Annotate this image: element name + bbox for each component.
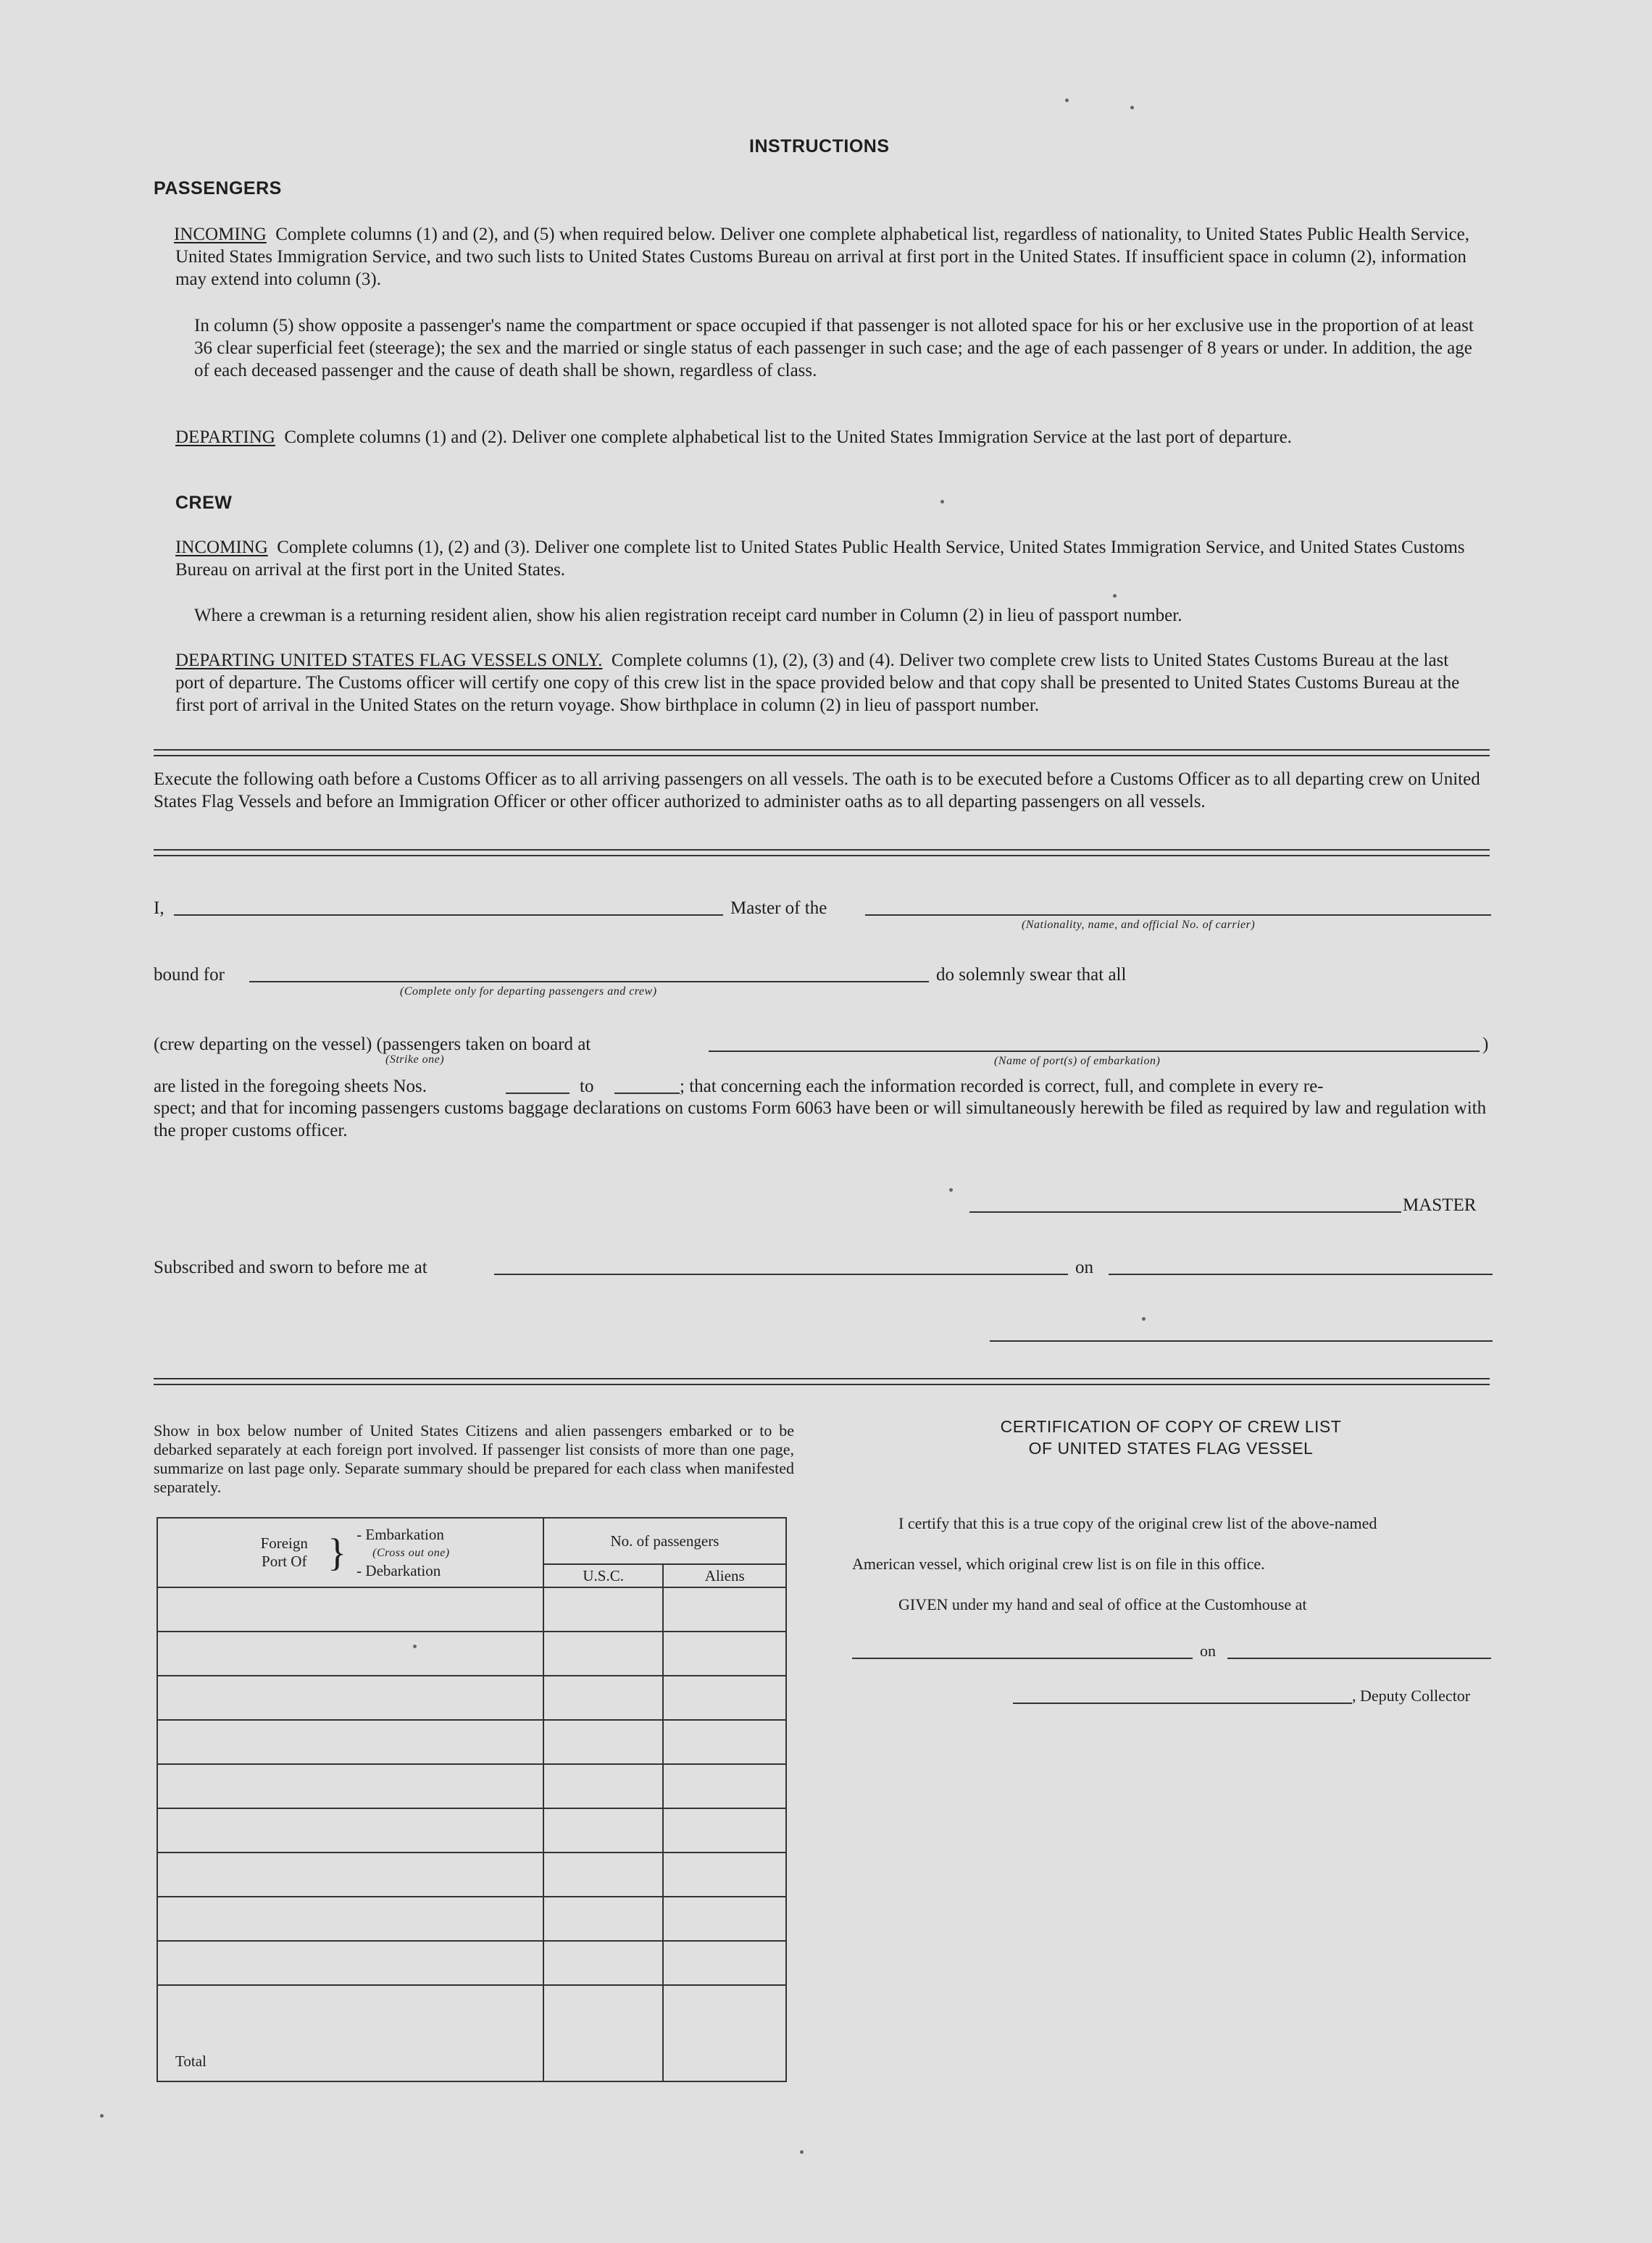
certify-line2: American vessel, which original crew list is on file in this office.: [852, 1555, 1265, 1573]
customhouse-field[interactable]: [852, 1658, 1193, 1659]
crew-flag-text: Complete columns (1), (2), (3) and (4). Deliver two complete crew lists to United States Customs Bureau at the last port of departure. The Customs officer will certify one copy of this crew list in the space provided below and that copy shall be presented to United States Customs Bureau at the first port of arrival in the United States on the return voyage. Show birthplace in column (2) in lieu of passport number.: [175, 651, 1460, 715]
scan-speck: [949, 1188, 953, 1192]
carrier-caption: (Nationality, name, and official No. of carrier): [1022, 919, 1256, 931]
summary-instruction: Show in box below number of United States Citizens and alien passengers embarked or to be debarked separately at each foreign port involved. If passenger list consists of more than one page, summarize on last page only. Separate summary should be prepared for each class when manifested separately.: [154, 1421, 794, 1496]
aliens-cell[interactable]: [663, 1941, 786, 1985]
page-title: INSTRUCTIONS: [749, 136, 890, 156]
subscribed-label: Subscribed and sworn to before me at: [154, 1258, 427, 1277]
total-label: Total: [175, 2052, 206, 2070]
swear-text: do solemnly swear that all: [936, 965, 1127, 985]
crew-incoming-label: INCOMING: [175, 538, 268, 557]
carrier-field[interactable]: [865, 914, 1491, 916]
certify-line1: I certify that this is a true copy of the original crew list of the above-named: [898, 1514, 1377, 1532]
summary-table-box: [157, 1517, 787, 2082]
crew-heading: CREW: [175, 493, 233, 513]
port-header-label: Foreign Port Of: [260, 1534, 308, 1570]
passengers-departing-label: DEPARTING: [175, 427, 275, 447]
port-cell[interactable]: [157, 1853, 543, 1897]
master-signature-field[interactable]: [969, 1211, 1401, 1213]
embarkation-option[interactable]: - Embarkation: [356, 1525, 444, 1543]
listed-to: to: [580, 1077, 594, 1096]
port-cell[interactable]: [157, 1720, 543, 1764]
usc-cell[interactable]: [543, 1808, 664, 1853]
spect-text: spect; and that for incoming passengers customs baggage declarations on customs Form 6063 have been or will simultaneously herewith be filed as required by law and regulation with the proper customs officer.: [154, 1098, 1487, 1140]
port-cell[interactable]: [157, 1587, 543, 1632]
certification-on-label: on: [1200, 1642, 1216, 1660]
aliens-cell[interactable]: [663, 1897, 786, 1941]
aliens-cell[interactable]: [663, 1587, 786, 1632]
aliens-cell[interactable]: [663, 1808, 786, 1853]
sheet-to-field[interactable]: [614, 1093, 680, 1094]
bound-caption: (Complete only for departing passengers and crew): [400, 985, 657, 998]
certification-title-line1: CERTIFICATION OF COPY OF CREW LIST: [1000, 1417, 1342, 1436]
passengers-departing-paragraph: [175, 426, 1480, 448]
port-header: [157, 1518, 543, 1587]
usc-cell[interactable]: [543, 1720, 664, 1764]
divider: [154, 1378, 1490, 1385]
close-paren: ): [1482, 1035, 1489, 1054]
aliens-cell[interactable]: [663, 1720, 786, 1764]
crew-incoming-paragraph: [175, 536, 1480, 581]
usc-cell[interactable]: [543, 1764, 664, 1808]
officer-signature-field[interactable]: [990, 1340, 1493, 1342]
aliens-cell[interactable]: [663, 1853, 786, 1897]
passengers-column5-paragraph: In column (5) show opposite a passenger's name the compartment or space occupied if that passenger is not alloted space for his or her exclusive use in the proportion of at least 36 clear superficial feet (steerage); the sex and the married or single status of each passenger in such case; and the age of each passenger of 8 years or under. In addition, the age of each deceased passenger and the cause of death shall be shown, regardless of class.: [194, 316, 1474, 380]
total-usc-cell[interactable]: [543, 1985, 664, 2081]
scan-speck: [413, 1645, 417, 1648]
master-label: MASTER: [1403, 1195, 1477, 1215]
scan-speck: [800, 2150, 804, 2154]
sworn-date-field[interactable]: [1109, 1274, 1493, 1275]
port-cell[interactable]: [157, 1764, 543, 1808]
summary-table: [157, 1517, 787, 2082]
oath-i-label: I,: [154, 898, 164, 918]
oath-instruction: Execute the following oath before a Customs Officer as to all arriving passengers on all vessels. The oath is to be executed before a Customs Officer as to all departing crew on United States Flag Vessels and before an Immigration Officer or other officer authorized to administer oaths as to all departing passengers on all vessels.: [154, 769, 1480, 811]
port-cell[interactable]: [157, 1941, 543, 1985]
divider: [154, 849, 1490, 856]
port-caption: (Name of port(s) of embarkation): [994, 1055, 1161, 1067]
scan-speck: [1130, 106, 1134, 109]
master-of-the-label: Master of the: [730, 898, 827, 918]
usc-cell[interactable]: [543, 1676, 664, 1720]
passengers-heading: PASSENGERS: [154, 178, 282, 199]
passengers-incoming-paragraph: [175, 223, 1480, 291]
bound-for-field[interactable]: [249, 981, 929, 982]
crew-resident-paragraph: Where a crewman is a returning resident alien, show his alien registration receipt card number in Column (2) in lieu of passport number.: [194, 606, 1182, 625]
total-label-cell: [157, 1985, 543, 2081]
certification-title-line2: OF UNITED STATES FLAG VESSEL: [1028, 1439, 1314, 1458]
scan-speck: [940, 500, 944, 504]
usc-cell[interactable]: [543, 1632, 664, 1676]
crew-incoming-text: Complete columns (1), (2) and (3). Deliver one complete list to United States Public Health Service, United States Immigration Service, and United States Customs Bureau on arrival at the first port in the United States.: [175, 538, 1465, 580]
port-field[interactable]: [709, 1051, 1480, 1052]
passengers-incoming-label: INCOMING: [174, 225, 267, 244]
listed-text-b: ; that concerning each the information recorded is correct, full, and complete in every re-: [680, 1077, 1324, 1096]
passengers-departing-text: Complete columns (1) and (2). Deliver one complete alphabetical list to the United States Immigration Service at the last port of departure.: [284, 427, 1292, 447]
usc-cell[interactable]: [543, 1941, 664, 1985]
port-cell[interactable]: [157, 1808, 543, 1853]
divider: [154, 749, 1490, 756]
total-aliens-cell[interactable]: [663, 1985, 786, 2081]
sworn-place-field[interactable]: [494, 1274, 1068, 1275]
scan-speck: [1113, 594, 1117, 598]
brace-glyph: }: [328, 1531, 347, 1574]
usc-header: U.S.C.: [543, 1564, 664, 1587]
certification-title: [852, 1416, 1490, 1459]
scan-speck: [1142, 1317, 1146, 1321]
usc-cell[interactable]: [543, 1897, 664, 1941]
certification-date-field[interactable]: [1227, 1658, 1491, 1659]
master-name-field[interactable]: [174, 914, 723, 916]
strike-one-caption: (Strike one): [385, 1053, 445, 1066]
port-cell[interactable]: [157, 1632, 543, 1676]
crew-flag-label: DEPARTING UNITED STATES FLAG VESSELS ONLY.: [175, 651, 603, 670]
sheet-from-field[interactable]: [506, 1093, 570, 1094]
scan-speck: [1065, 99, 1069, 102]
port-cell[interactable]: [157, 1897, 543, 1941]
crew-departing-text: (crew departing on the vessel) (passengers taken on board at: [154, 1035, 591, 1054]
no-passengers-header: No. of passengers: [543, 1518, 786, 1564]
deputy-collector-label: , Deputy Collector: [1352, 1687, 1471, 1705]
aliens-cell[interactable]: [663, 1632, 786, 1676]
given-text: GIVEN under my hand and seal of office at the Customhouse at: [898, 1595, 1307, 1613]
debarkation-option[interactable]: - Debarkation: [356, 1561, 441, 1579]
cross-out-note: (Cross out one): [372, 1546, 450, 1559]
aliens-cell[interactable]: [663, 1764, 786, 1808]
aliens-header: Aliens: [663, 1564, 786, 1587]
port-cell[interactable]: [157, 1676, 543, 1720]
usc-cell[interactable]: [543, 1853, 664, 1897]
scan-speck: [100, 2114, 104, 2118]
sworn-on-label: on: [1075, 1258, 1093, 1277]
passengers-incoming-text: Complete columns (1) and (2), and (5) when required below. Deliver one complete alphabetical list, regardless of nationality, to United States Public Health Service, United States Immigration Service, and two such lists to United States Customs Bureau on arrival at first port in the United States. If insufficient space in column (2), information may extend into column (3).: [175, 225, 1469, 289]
bound-for-label: bound for: [154, 965, 225, 985]
usc-cell[interactable]: [543, 1587, 664, 1632]
crew-flag-paragraph: [175, 649, 1480, 717]
listed-text-a: are listed in the foregoing sheets Nos.: [154, 1077, 427, 1096]
aliens-cell[interactable]: [663, 1676, 786, 1720]
deputy-signature-field[interactable]: [1013, 1703, 1352, 1704]
